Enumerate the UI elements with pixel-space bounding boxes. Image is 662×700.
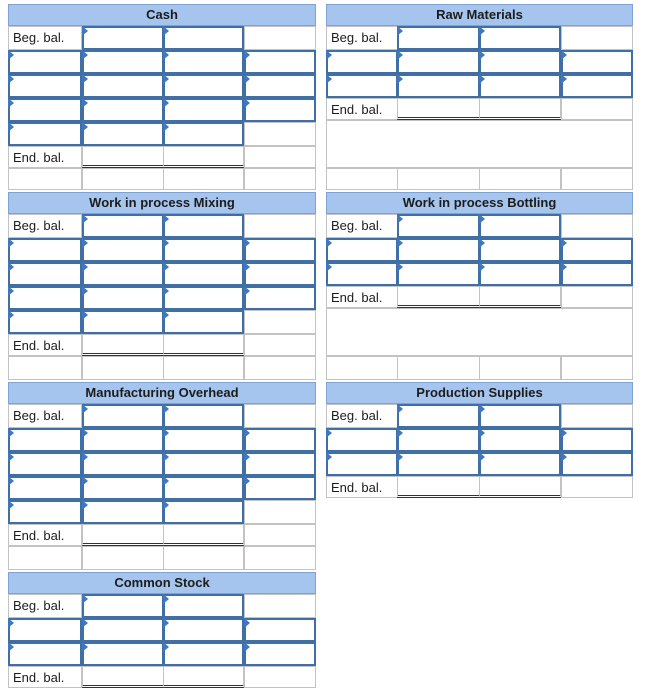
common-stock-row1-debit-input[interactable]	[82, 618, 164, 642]
wip-bottling-end-bal-debit	[397, 286, 480, 308]
mfg-overhead-row2-label-input[interactable]	[8, 452, 82, 476]
mfg-overhead-row3-label2-input[interactable]	[244, 476, 316, 500]
wip-mixing-row2-debit-input[interactable]	[82, 262, 164, 286]
cash-row4-label-input[interactable]	[8, 122, 82, 146]
cash-spacer	[244, 122, 316, 146]
wip-mixing-row3-label2-input[interactable]	[244, 286, 316, 310]
common-stock-row1-label-input[interactable]	[8, 618, 82, 642]
spacer-row	[397, 356, 480, 380]
wip-bottling-beg-bal-credit-input[interactable]	[479, 214, 561, 238]
wip-mixing-row3-credit-input[interactable]	[163, 286, 244, 310]
common-stock-row2-label2-input[interactable]	[244, 642, 316, 666]
mfg-overhead-end-bal-debit	[82, 524, 164, 546]
wip-bottling-row1-credit-input[interactable]	[479, 238, 561, 262]
wip-bottling-row2-label2-input[interactable]	[561, 262, 633, 286]
wip-mixing-beg-bal-credit-input[interactable]	[163, 214, 244, 238]
common-stock-beg-bal-debit-input[interactable]	[82, 594, 164, 618]
cash-row2-debit-input[interactable]	[82, 74, 164, 98]
mfg-overhead-row2-debit-input[interactable]	[82, 452, 164, 476]
wip-mixing-row4-label-input[interactable]	[8, 310, 82, 334]
cash-row3-label-input[interactable]	[8, 98, 82, 122]
common-stock-row1-credit-input[interactable]	[163, 618, 244, 642]
spacer-row	[561, 356, 633, 380]
wip-mixing-title: Work in process Mixing	[8, 192, 316, 214]
production-supplies-end-bal-credit	[479, 476, 561, 498]
production-supplies-end-bal-label: End. bal.	[326, 476, 398, 498]
production-supplies-row2-credit-input[interactable]	[479, 452, 561, 476]
wip-bottling-blank-area	[326, 308, 633, 356]
raw-materials-spacer	[561, 98, 633, 120]
mfg-overhead-row1-credit-input[interactable]	[163, 428, 244, 452]
mfg-overhead-row1-label-input[interactable]	[8, 428, 82, 452]
raw-materials-row2-debit-input[interactable]	[397, 74, 480, 98]
cash-row1-credit-input[interactable]	[163, 50, 244, 74]
wip-mixing-row2-label-input[interactable]	[8, 262, 82, 286]
cash-row1-label2-input[interactable]	[244, 50, 316, 74]
common-stock-row1-label2-input[interactable]	[244, 618, 316, 642]
wip-mixing-spacer	[244, 310, 316, 334]
mfg-overhead-beg-bal-credit-input[interactable]	[163, 404, 244, 428]
wip-mixing-row1-debit-input[interactable]	[82, 238, 164, 262]
wip-bottling-spacer	[561, 286, 633, 308]
raw-materials-beg-bal-credit-input[interactable]	[479, 26, 561, 50]
production-supplies-spacer	[561, 476, 633, 498]
mfg-overhead-title: Manufacturing Overhead	[8, 382, 316, 404]
cash-end-bal-debit	[82, 146, 164, 168]
raw-materials-row1-label2-input[interactable]	[561, 50, 633, 74]
wip-bottling-row1-label2-input[interactable]	[561, 238, 633, 262]
mfg-overhead-row3-label-input[interactable]	[8, 476, 82, 500]
wip-bottling-row2-label-input[interactable]	[326, 262, 398, 286]
wip-mixing-row1-label-input[interactable]	[8, 238, 82, 262]
production-supplies-beg-bal-debit-input[interactable]	[397, 404, 480, 428]
spacer-row	[8, 168, 82, 190]
mfg-overhead-row4-debit-input[interactable]	[82, 500, 164, 524]
production-supplies-beg-bal-label: Beg. bal.	[326, 404, 398, 428]
cash-beg-bal-debit-input[interactable]	[82, 26, 164, 50]
cash-row4-debit-input[interactable]	[82, 122, 164, 146]
spacer-row	[479, 356, 561, 380]
cash-end-bal-credit	[163, 146, 244, 168]
mfg-overhead-spacer	[244, 500, 316, 524]
common-stock-title: Common Stock	[8, 572, 316, 594]
production-supplies-end-bal-debit	[397, 476, 480, 498]
wip-bottling-spacer	[561, 214, 633, 238]
cash-row3-label2-input[interactable]	[244, 98, 316, 122]
spacer-row	[326, 168, 398, 190]
cash-end-bal-label: End. bal.	[8, 146, 82, 168]
wip-mixing-row3-label-input[interactable]	[8, 286, 82, 310]
spacer-row	[8, 546, 82, 570]
mfg-overhead-beg-bal-label: Beg. bal.	[8, 404, 82, 428]
raw-materials-end-bal-credit	[479, 98, 561, 120]
raw-materials-row2-credit-input[interactable]	[479, 74, 561, 98]
raw-materials-row2-label2-input[interactable]	[561, 74, 633, 98]
production-supplies-row2-debit-input[interactable]	[397, 452, 480, 476]
wip-mixing-end-bal-credit	[163, 334, 244, 356]
cash-row3-debit-input[interactable]	[82, 98, 164, 122]
raw-materials-row1-label-input[interactable]	[326, 50, 398, 74]
wip-mixing-row4-credit-input[interactable]	[163, 310, 244, 334]
wip-bottling-end-bal-label: End. bal.	[326, 286, 398, 308]
spacer-row	[82, 168, 164, 190]
spacer-row	[8, 356, 82, 380]
spacer-row	[561, 168, 633, 190]
wip-bottling-row1-debit-input[interactable]	[397, 238, 480, 262]
production-supplies-row1-credit-input[interactable]	[479, 428, 561, 452]
wip-mixing-beg-bal-debit-input[interactable]	[82, 214, 164, 238]
wip-bottling-title: Work in process Bottling	[326, 192, 633, 214]
mfg-overhead-end-bal-label: End. bal.	[8, 524, 82, 546]
mfg-overhead-beg-bal-debit-input[interactable]	[82, 404, 164, 428]
common-stock-end-bal-label: End. bal.	[8, 666, 82, 688]
cash-row3-credit-input[interactable]	[163, 98, 244, 122]
wip-bottling-row1-label-input[interactable]	[326, 238, 398, 262]
mfg-overhead-row4-credit-input[interactable]	[163, 500, 244, 524]
spacer-row	[244, 356, 316, 380]
common-stock-row2-debit-input[interactable]	[82, 642, 164, 666]
wip-mixing-row2-credit-input[interactable]	[163, 262, 244, 286]
common-stock-row2-credit-input[interactable]	[163, 642, 244, 666]
spacer-row	[244, 546, 316, 570]
wip-mixing-spacer	[244, 334, 316, 356]
production-supplies-spacer	[561, 404, 633, 428]
raw-materials-row1-credit-input[interactable]	[479, 50, 561, 74]
mfg-overhead-row2-credit-input[interactable]	[163, 452, 244, 476]
spacer-row	[163, 356, 244, 380]
cash-spacer	[244, 146, 316, 168]
raw-materials-spacer	[561, 26, 633, 50]
mfg-overhead-row3-debit-input[interactable]	[82, 476, 164, 500]
production-supplies-row1-label-input[interactable]	[326, 428, 398, 452]
mfg-overhead-row1-debit-input[interactable]	[82, 428, 164, 452]
spacer-row	[82, 356, 164, 380]
raw-materials-blank-area	[326, 120, 633, 168]
mfg-overhead-row2-label2-input[interactable]	[244, 452, 316, 476]
cash-row4-credit-input[interactable]	[163, 122, 244, 146]
mfg-overhead-end-bal-credit	[163, 524, 244, 546]
common-stock-end-bal-debit	[82, 666, 164, 688]
common-stock-end-bal-credit	[163, 666, 244, 688]
cash-beg-bal-credit-input[interactable]	[163, 26, 244, 50]
wip-mixing-beg-bal-label: Beg. bal.	[8, 214, 82, 238]
spacer-row	[244, 168, 316, 190]
wip-mixing-spacer	[244, 214, 316, 238]
wip-mixing-row1-credit-input[interactable]	[163, 238, 244, 262]
mfg-overhead-spacer	[244, 524, 316, 546]
wip-mixing-row2-label2-input[interactable]	[244, 262, 316, 286]
production-supplies-row1-label2-input[interactable]	[561, 428, 633, 452]
raw-materials-beg-bal-label: Beg. bal.	[326, 26, 398, 50]
mfg-overhead-row3-credit-input[interactable]	[163, 476, 244, 500]
wip-bottling-beg-bal-label: Beg. bal.	[326, 214, 398, 238]
spacer-row	[326, 356, 398, 380]
raw-materials-end-bal-label: End. bal.	[326, 98, 398, 120]
mfg-overhead-row1-label2-input[interactable]	[244, 428, 316, 452]
production-supplies-row1-debit-input[interactable]	[397, 428, 480, 452]
common-stock-spacer	[244, 666, 316, 688]
cash-spacer	[244, 26, 316, 50]
wip-bottling-row2-debit-input[interactable]	[397, 262, 480, 286]
raw-materials-end-bal-debit	[397, 98, 480, 120]
production-supplies-beg-bal-credit-input[interactable]	[479, 404, 561, 428]
production-supplies-title: Production Supplies	[326, 382, 633, 404]
common-stock-spacer	[244, 594, 316, 618]
mfg-overhead-row4-label-input[interactable]	[8, 500, 82, 524]
spacer-row	[479, 168, 561, 190]
spacer-row	[163, 168, 244, 190]
cash-row1-label-input[interactable]	[8, 50, 82, 74]
production-supplies-row2-label2-input[interactable]	[561, 452, 633, 476]
cash-beg-bal-label: Beg. bal.	[8, 26, 82, 50]
wip-mixing-row4-debit-input[interactable]	[82, 310, 164, 334]
common-stock-beg-bal-label: Beg. bal.	[8, 594, 82, 618]
mfg-overhead-spacer	[244, 404, 316, 428]
spacer-row	[82, 546, 164, 570]
wip-mixing-row1-label2-input[interactable]	[244, 238, 316, 262]
wip-mixing-end-bal-debit	[82, 334, 164, 356]
wip-mixing-end-bal-label: End. bal.	[8, 334, 82, 356]
cash-row2-label2-input[interactable]	[244, 74, 316, 98]
raw-materials-beg-bal-debit-input[interactable]	[397, 26, 480, 50]
production-supplies-row2-label-input[interactable]	[326, 452, 398, 476]
raw-materials-row2-label-input[interactable]	[326, 74, 398, 98]
cash-title: Cash	[8, 4, 316, 26]
spacer-row	[397, 168, 480, 190]
cash-row2-credit-input[interactable]	[163, 74, 244, 98]
raw-materials-row1-debit-input[interactable]	[397, 50, 480, 74]
cash-row2-label-input[interactable]	[8, 74, 82, 98]
wip-bottling-beg-bal-debit-input[interactable]	[397, 214, 480, 238]
wip-bottling-row2-credit-input[interactable]	[479, 262, 561, 286]
cash-row1-debit-input[interactable]	[82, 50, 164, 74]
wip-mixing-row3-debit-input[interactable]	[82, 286, 164, 310]
common-stock-row2-label-input[interactable]	[8, 642, 82, 666]
wip-bottling-end-bal-credit	[479, 286, 561, 308]
common-stock-beg-bal-credit-input[interactable]	[163, 594, 244, 618]
spacer-row	[163, 546, 244, 570]
raw-materials-title: Raw Materials	[326, 4, 633, 26]
